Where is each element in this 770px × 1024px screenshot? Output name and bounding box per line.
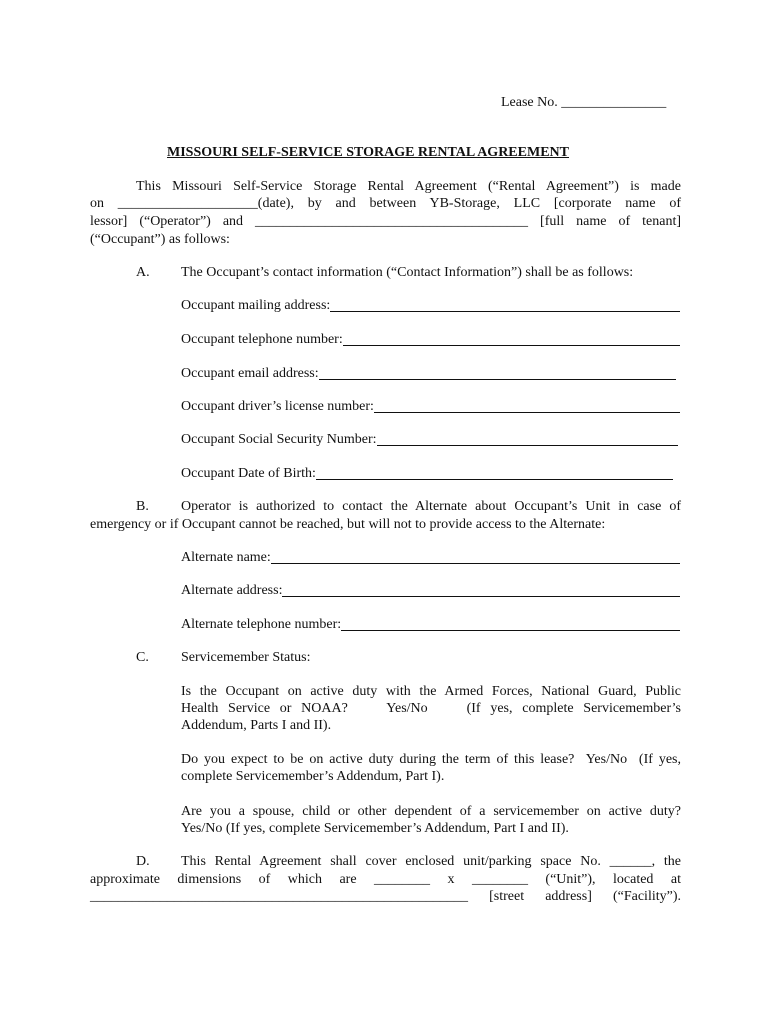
section-a-letter: A. xyxy=(136,265,150,280)
section-d-letter: D. xyxy=(136,854,150,869)
field-label: Occupant Social Security Number: xyxy=(181,432,377,447)
intro-line-2: on ____________________(date), by and between YB-Storage, LLC [corporate name of xyxy=(90,196,681,211)
alternate-name-field[interactable] xyxy=(181,549,680,567)
servicemember-q3-line-1: Are you a spouse, child or other dependent of a servicemember on active duty? xyxy=(181,804,681,819)
field-label: Occupant driver’s license number: xyxy=(181,399,374,414)
alternate-telephone-field[interactable] xyxy=(181,616,680,634)
fill-line[interactable] xyxy=(330,297,680,312)
field-label: Occupant telephone number: xyxy=(181,332,343,347)
section-a-heading: The Occupant’s contact information (“Contact Information”) shall be as follows: xyxy=(181,265,634,280)
servicemember-q3-line-2: Yes/No (If yes, complete Servicemember’s Addendum, Part I and II). xyxy=(181,821,569,836)
section-d-line-3: ______________________________________________________ [street address] (“Facility”). xyxy=(90,889,681,904)
servicemember-q2-line-2: complete Servicemember’s Addendum, Part I). xyxy=(181,769,445,784)
occupant-email-field[interactable] xyxy=(181,365,676,383)
fill-line[interactable] xyxy=(316,465,673,480)
fill-line[interactable] xyxy=(271,549,680,564)
occupant-dob-field[interactable] xyxy=(181,465,673,483)
field-label: Alternate address: xyxy=(181,583,283,598)
alternate-address-field[interactable] xyxy=(181,582,680,600)
section-b-letter: B. xyxy=(136,499,149,514)
fill-line[interactable] xyxy=(377,431,678,446)
field-label: Alternate name: xyxy=(181,550,271,565)
occupant-license-field[interactable] xyxy=(181,398,680,416)
field-label: Occupant email address: xyxy=(181,366,319,381)
servicemember-q1-line-2: Health Service or NOAA? Yes/No (If yes, complete Servicemember’s xyxy=(181,701,681,716)
fill-line[interactable] xyxy=(319,365,676,380)
intro-line-3: lessor] (“Operator”) and _______________________________________ [full name of tenant] xyxy=(90,214,681,229)
intro-line-4: (“Occupant”) as follows: xyxy=(90,232,230,247)
servicemember-q2-line-1: Do you expect to be on active duty during the term of this lease? Yes/No (If yes, xyxy=(181,752,681,767)
section-d-line-1: This Rental Agreement shall cover enclosed unit/parking space No. ______, the xyxy=(181,854,681,869)
servicemember-q1-line-1: Is the Occupant on active duty with the Armed Forces, National Guard, Public xyxy=(181,684,681,699)
field-label: Alternate telephone number: xyxy=(181,617,342,632)
agreement-title: MISSOURI SELF-SERVICE STORAGE RENTAL AGREEMENT xyxy=(167,145,569,160)
section-c-letter: C. xyxy=(136,650,149,665)
occupant-telephone-field[interactable] xyxy=(181,331,680,349)
section-d-line-2: approximate dimensions of which are ________ x ________ (“Unit”), located at xyxy=(90,872,681,887)
fill-line[interactable] xyxy=(343,331,680,346)
intro-line-1: This Missouri Self-Service Storage Rental Agreement (“Rental Agreement”) is made xyxy=(136,179,681,194)
fill-line[interactable] xyxy=(282,582,680,597)
lease-number: Lease No. _______________ xyxy=(501,95,667,110)
section-b-line-2: emergency or if Occupant cannot be reached, but will not to provide access to the Alternate: xyxy=(90,517,606,532)
occupant-mailing-address-field[interactable] xyxy=(181,297,680,315)
section-c-heading: Servicemember Status: xyxy=(181,650,311,665)
fill-line[interactable] xyxy=(374,398,680,413)
field-label: Occupant mailing address: xyxy=(181,298,331,313)
occupant-ssn-field[interactable] xyxy=(181,431,678,449)
servicemember-q1-line-3: Addendum, Parts I and II). xyxy=(181,718,332,733)
fill-line[interactable] xyxy=(341,616,680,631)
field-label: Occupant Date of Birth: xyxy=(181,466,316,481)
section-b-line-1: Operator is authorized to contact the Alternate about Occupant’s Unit in case of xyxy=(181,499,681,514)
